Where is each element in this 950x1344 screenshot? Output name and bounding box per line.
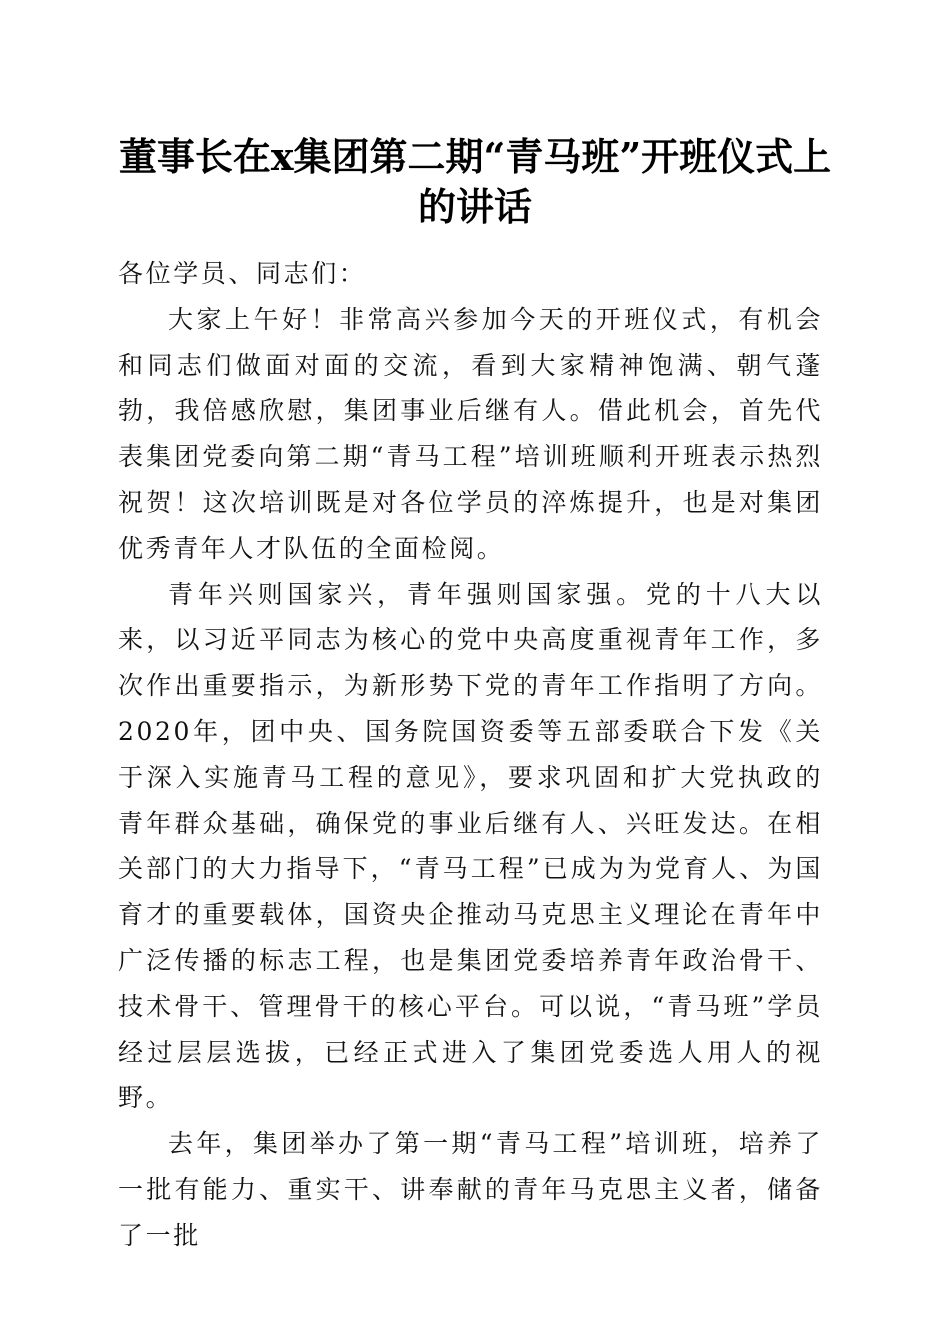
document-body bbox=[118, 251, 823, 1259]
paragraph-2: 青年兴则国家兴，青年强则国家强。党的十八大以来，以习近平同志为核心的党中央高度重视青年工作，多次作出重要指示，为新形势下党的青年工作指明了方向。2020年，团中央、国务院国资委等五部委联合下发《关于深入实施青马工程的意见》，要求巩固和扩大党执政的青年群众基础，确保党的事业后继有人、兴旺发达。在相关部门的大力指导下，“青马工程”已成为为党育人、为国育才的重要载体，国资央企推动马克思主义理论在青年中广泛传播的标志工程，也是集团党委培养青年政治骨干、技术骨干、管理骨干的核心平台。可以说，“青马班”学员经过层层选拔，已经正式进入了集团党委选人用人的视野。 bbox=[118, 579, 823, 1113]
salutation: 各位学员、同志们： bbox=[118, 259, 367, 288]
paragraph-3: 去年，集团举办了第一期“青马工程”培训班，培养了一批有能力、重实干、讲奉献的青年马克思主义者，储备了一批 bbox=[118, 1129, 823, 1250]
paragraph-1: 大家上午好！非常高兴参加今天的开班仪式，有机会和同志们做面对面的交流，看到大家精神饱满、朝气蓬勃，我倍感欣慰，集团事业后继有人。借此机会，首先代表集团党委向第二期“青马工程”培训班顺利开班表示热烈祝贺！这次培训既是对各位学员的淬炼提升，也是对集团优秀青年人才队伍的全面检阅。 bbox=[118, 304, 823, 563]
document-title: 董事长在x集团第二期“青马班”开班仪式上的讲话 bbox=[118, 134, 832, 229]
